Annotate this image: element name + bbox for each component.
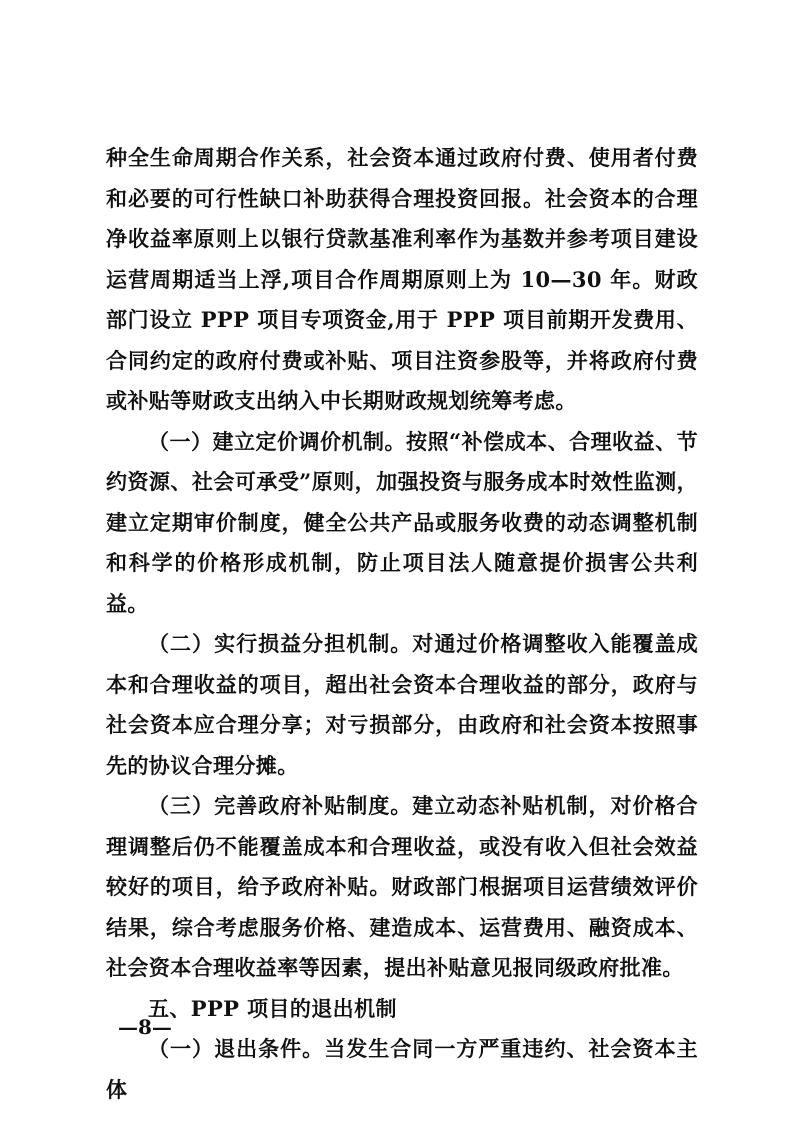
paragraph-profit-loss-sharing: （二）实行损益分担机制。对通过价格调整收入能覆盖成本和合理收益的项目，超出社会资本合理收益的部分，政府与社会资本应合理分享；对亏损部分，由政府和社会资本按照事先的协议合理分摊。 (106, 631, 698, 778)
section-heading-exit-mechanism: 五、PPP 项目的退出机制 (148, 995, 397, 1021)
document-body (106, 138, 698, 1110)
paragraph-exit-conditions: （一）退出条件。当发生合同一方严重违约、社会资本主体 (106, 1036, 698, 1102)
page-number: —8— (118, 1015, 172, 1039)
paragraph-subsidy-system: （三）完善政府补贴制度。建立动态补贴机制，对价格合理调整后仍不能覆盖成本和合理收益，或没有收入但社会效益较好的项目，给予政府补贴。财政部门根据项目运营绩效评价结果，综合考虑服务价格、建造成本、运营费用、融资成本、社会资本合理收益率等因素，提出补贴意见报同级政府批准。 (106, 793, 698, 980)
paragraph-continuation: 种全生命周期合作关系，社会资本通过政府付费、使用者付费和必要的可行性缺口补助获得合理投资回报。社会资本的合理净收益率原则上以银行贷款基准利率作为基数并参考项目建设运营周期适当上浮,项目合作周期原则上为 10—30 年。财政部门设立 PPP 项目专项资金,用于 PPP 项目前期开发费用、合同约定的政府付费或补贴、项目注资参股等，并将政府付费或补贴等财政支出纳入中长期财政规划统筹考虑。 (106, 145, 698, 413)
paragraph-pricing-mechanism: （一）建立定价调价机制。按照“补偿成本、合理收益、节约资源、社会可承受”原则，加强投资与服务成本时效性监测，建立定期审价制度，健全公共产品或服务收费的动态调整机制和科学的价格形成机制，防止项目法人随意提价损害公共利益。 (106, 428, 698, 616)
